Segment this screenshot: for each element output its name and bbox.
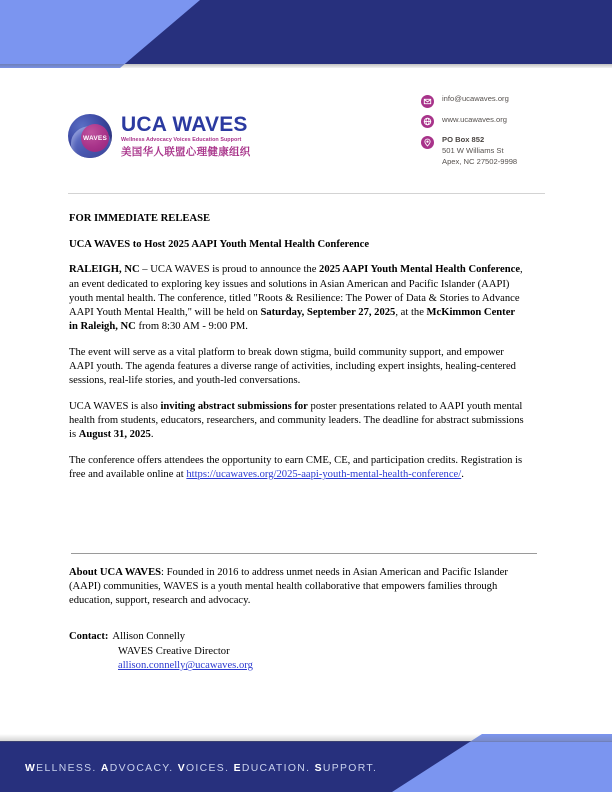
- footer-word-rest: DVOCACY.: [109, 763, 178, 774]
- contact-person-name: Allison Connelly: [112, 631, 186, 642]
- abstracts-before: UCA WAVES is also: [69, 400, 161, 412]
- contact-website-row: [421, 115, 591, 129]
- about-section-divider: [71, 553, 537, 554]
- release-label: FOR IMMEDIATE RELEASE: [69, 213, 211, 224]
- contact-website-text[interactable]: www.ucawaves.org: [442, 114, 507, 124]
- footer-word-rest: OICES.: [186, 763, 234, 774]
- lead-dash: – UCA WAVES is proud to announce the: [139, 264, 320, 276]
- about-body: : Founded in 2016 to address unmet needs in Asian American and Pacific Islander (AAPI) communities, WAVES is a youth mental health collaborative that empowers families through education, support, research and advocacy.: [69, 567, 508, 607]
- logo-tagline: Wellness Advocacy Voices Education Support: [121, 136, 242, 143]
- event-time: from 8:30 AM - 9:00 PM.: [135, 321, 248, 333]
- envelope-icon: [421, 95, 434, 108]
- contact-label: Contact:: [69, 631, 109, 642]
- footer-banner: [0, 734, 612, 792]
- footer-word-cap: W: [25, 763, 37, 774]
- contact-email-link[interactable]: allison.connelly@ucawaves.org: [118, 660, 253, 672]
- press-release-body: [69, 212, 525, 494]
- footer-word-rest: ELLNESS.: [36, 763, 101, 774]
- header-banner: [0, 0, 612, 68]
- lead-after: , an event dedicated to exploring key issues and solutions in Asian American and Pacific Islander (AAPI) youth mental health. The conference, titled "Roots & Resilience: The Power of Data & Stories to Advance AAPI Youth Mental Health," will be held on: [69, 264, 523, 318]
- lead-paragraph: [69, 263, 525, 334]
- abstracts-middle: poster presentations related to AAPI youth mental health from students, educators, researchers, and community leaders. The deadline for abstract submissions is: [69, 400, 524, 441]
- lead-mid: , at the: [395, 306, 427, 318]
- paragraph-abstracts: [69, 400, 525, 443]
- footer-word-cap: E: [233, 763, 242, 774]
- media-contact-block: [69, 630, 489, 674]
- footer-word-cap: V: [177, 763, 186, 774]
- contact-street: 501 W Williams St: [442, 145, 504, 155]
- waves-badge-label: WAVES: [83, 134, 107, 142]
- globe-icon: [421, 115, 434, 128]
- about-paragraph: [69, 566, 535, 609]
- paragraph-registration: [69, 454, 525, 482]
- contact-name-line: [69, 630, 489, 645]
- footer-word-rest: UPPORT.: [322, 763, 378, 774]
- contact-po-box: PO Box 852: [442, 135, 485, 144]
- contact-address-row: [421, 135, 591, 167]
- header-contact-block: [421, 94, 591, 167]
- logo-text-group: [121, 114, 251, 159]
- registration-link[interactable]: https://ucawaves.org/2025-aapi-youth-mental-health-conference/: [186, 469, 462, 481]
- abstracts-bold-run: inviting abstract submissions for: [160, 400, 308, 412]
- waves-globe-logo-icon: [68, 114, 112, 158]
- abstracts-after: .: [150, 429, 154, 441]
- contact-address-text-group: [442, 135, 517, 167]
- paragraph-event-purpose: The event will serve as a vital platform to break down stigma, build community support, and empower AAPI youth. The agenda features a diverse range of activities, including expert insights, healing-centered sessions, real-life stories, and youth-led conversations.: [69, 346, 516, 387]
- registration-after: .: [461, 469, 464, 481]
- organization-logo: [68, 114, 251, 159]
- footer-drop-shadow: [0, 734, 612, 742]
- location-pin-icon: [421, 136, 434, 149]
- masthead: [0, 88, 612, 196]
- footer-word-cap: A: [100, 763, 110, 774]
- masthead-divider: [68, 193, 545, 194]
- event-venue: McKimmon Center in Raleigh, NC: [69, 306, 515, 333]
- about-label: About UCA WAVES: [69, 567, 162, 578]
- footer-word-cap: S: [314, 763, 323, 774]
- contact-email-text[interactable]: info@ucawaves.org: [442, 94, 509, 103]
- header-drop-shadow: [0, 64, 612, 68]
- conference-name: 2025 AAPI Youth Mental Health Conference: [319, 264, 521, 276]
- registration-before: The conference offers attendees the opportunity to earn CME, CE, and participation credits. Registration is free and available online at: [69, 454, 523, 481]
- contact-person-email-line: [118, 659, 489, 674]
- contact-city-state-zip: Apex, NC 27502-9998: [442, 156, 518, 166]
- logo-wordmark: UCA WAVES: [121, 113, 248, 136]
- dateline: RALEIGH, NC: [69, 264, 140, 276]
- about-section: [69, 566, 535, 609]
- page-title: UCA WAVES to Host 2025 AAPI Youth Mental Health Conference: [69, 238, 370, 250]
- contact-person-title: WAVES Creative Director: [118, 645, 230, 657]
- contact-email-row: [421, 94, 591, 108]
- footer-tagline: [25, 763, 377, 774]
- logo-chinese-name: 美国华人联盟心理健康组织: [121, 145, 251, 158]
- event-date: Saturday, September 27, 2025: [260, 306, 396, 318]
- abstract-deadline: August 31, 2025: [78, 429, 151, 441]
- footer-word-rest: DUCATION.: [241, 763, 315, 774]
